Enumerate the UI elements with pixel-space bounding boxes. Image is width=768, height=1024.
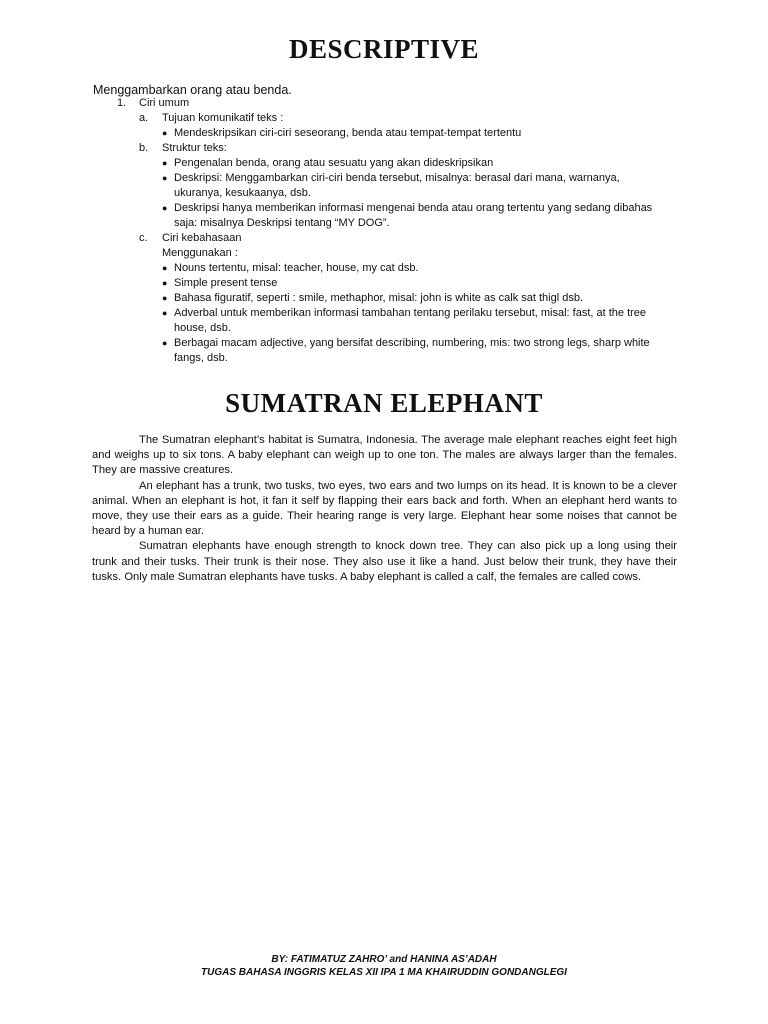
bullet-text: Deskripsi: Menggambarkan ciri-ciri benda tersebut, misalnya: berasal dari mana, warnanya, ukuranya, kesukaanya, dsb. (174, 172, 620, 199)
bullet-icon: ● (162, 203, 168, 213)
outline-subheading: Tujuan komunikatif teks : (162, 112, 284, 124)
bullet-text: Nouns tertentu, misal: teacher, house, my cat dsb. (174, 262, 419, 274)
outline-subheading: Ciri kebahasaan (162, 232, 242, 244)
essay-body (92, 433, 677, 585)
essay-paragraph: Sumatran elephants have enough strength to knock down tree. They can also pick up a long using their trunk and their tusks. Their trunk is their nose. They also use it like a hand. Just below their trunk, they have their tusks. Only male Sumatran elephants have tusks. A baby elephant is called a calf, the females are called cows. (92, 540, 677, 583)
footer-authors: BY: FATIMATUZ ZAHRO’ and HANINA AS’ADAH (271, 954, 497, 965)
outline-subheading: Menggunakan : (162, 247, 238, 259)
bullet-icon: ● (162, 278, 168, 288)
outline-subheading: Struktur teks: (162, 142, 227, 154)
bullet-icon: ● (162, 338, 168, 348)
bullet-icon: ● (162, 128, 168, 138)
intro-text: Menggambarkan orang atau benda. (93, 83, 292, 97)
outline-number: 1. (117, 97, 127, 109)
bullet-icon: ● (162, 263, 168, 273)
essay-paragraph: An elephant has a trunk, two tusks, two eyes, two ears and two lumps on its head. It is known to be a clever animal. When an elephant is hot, it fan it self by flapping their ears back and forth. When an elephant herd wants to move, they use their ears as a guide. Their hearing range is very large. Elephant hear some noises that cannot be heard by a human ear. (92, 479, 677, 538)
footer-course: TUGAS BAHASA INGGRIS KELAS XII IPA 1 MA KHAIRUDDIN GONDANGLEGI (201, 967, 567, 978)
outline-letter: b. (139, 142, 149, 154)
outline-letter: a. (139, 112, 149, 124)
bullet-text: Mendeskripsikan ciri-ciri seseorang, benda atau tempat-tempat tertentu (174, 127, 522, 139)
bullet-icon: ● (162, 308, 168, 318)
bullet-icon: ● (162, 173, 168, 183)
bullet-text: Simple present tense (174, 277, 278, 289)
bullet-text: Pengenalan benda, orang atau sesuatu yang akan dideskripsikan (174, 157, 494, 169)
bullet-icon: ● (162, 293, 168, 303)
essay-title: SUMATRAN ELEPHANT (225, 388, 543, 418)
essay-paragraph: The Sumatran elephant’s habitat is Sumatra, Indonesia. The average male elephant reaches eight feet high and weighs up to six tons. A baby elephant can weigh up to one ton. The males are always larger than the females. They are massive creatures. (92, 434, 677, 477)
bullet-text: Berbagai macam adjective, yang bersifat describing, numbering, mis: two strong legs, sharp white fangs, dsb. (174, 337, 650, 364)
bullet-icon: ● (162, 158, 168, 168)
page-title: DESCRIPTIVE (288, 34, 480, 64)
bullet-text: Deskripsi hanya memberikan informasi mengenai benda atau orang tertentu yang sedang dibahas saja: misalnya Deskripsi tentang “MY DOG”. (174, 202, 653, 229)
bullet-text: Bahasa figuratif, seperti : smile, methaphor, misal: john is white as calk sat thigl dsb. (174, 292, 584, 304)
bullet-text: Adverbal untuk memberikan informasi tambahan tentang perilaku tersebut, misal: fast, at the tree house, dsb. (174, 307, 647, 334)
outline-heading: Ciri umum (139, 97, 190, 109)
outline-letter: c. (139, 232, 148, 244)
